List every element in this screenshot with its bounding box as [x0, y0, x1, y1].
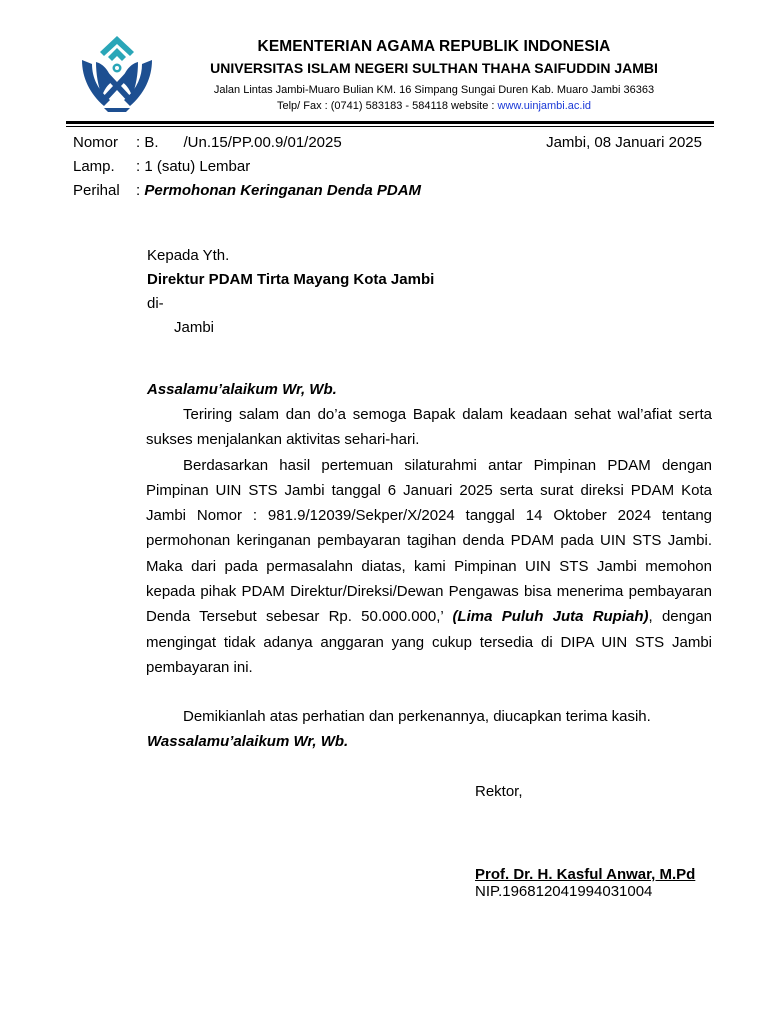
paragraph-1: Teriring salam dan do’a semoga Bapak dalam keadaan sehat wal’afiat serta sukses menjalankan aktivitas sehari-hari.: [146, 406, 712, 449]
nomor-value: : B. /Un.15/PP.00.9/01/2025: [136, 134, 342, 151]
lamp-value: : 1 (satu) Lembar: [136, 158, 251, 175]
contact-text: Telp/ Fax : (0741) 583183 - 584118 website :: [276, 100, 498, 112]
university-name: UNIVERSITAS ISLAM NEGERI SULTHAN THAHA SAIFUDDIN JAMBI: [210, 60, 658, 76]
signatory-nip: NIP.196812041994031004: [475, 883, 653, 900]
paragraph-2-text-b: , dengan mengingat tidak adanya anggaran yang cukup tersedia di DIPA UIN STS Jambi pembayaran ini.: [146, 608, 713, 676]
university-logo: [74, 34, 160, 114]
header-rule-thin: [66, 126, 714, 127]
perihal-colon: :: [136, 182, 145, 199]
nomor-label: Nomor: [73, 134, 119, 151]
header-rule-thick: [66, 121, 714, 124]
university-contact: [170, 100, 698, 112]
letter-body: [146, 402, 712, 680]
website-link[interactable]: www.uinjambi.ac.id: [497, 100, 592, 112]
paragraph-3: Demikianlah atas perhatian dan perkenannya, diucapkan terima kasih.: [183, 708, 651, 725]
recipient-greeting: Kepada Yth.: [147, 247, 230, 264]
university-address: Jalan Lintas Jambi-Muaro Bulian KM. 16 Simpang Sungai Duren Kab. Muaro Jambi 36363: [213, 84, 655, 96]
recipient-name: Direktur PDAM Tirta Mayang Kota Jambi: [147, 271, 435, 288]
perihal-label: Perihal: [73, 182, 120, 199]
closing-salutation: Wassalamu’alaikum Wr, Wb.: [147, 733, 349, 750]
opening-salutation: Assalamu’alaikum Wr, Wb.: [147, 381, 337, 398]
signatory-name: Prof. Dr. H. Kasful Anwar, M.Pd: [475, 866, 696, 883]
perihal-content: [136, 182, 421, 199]
paragraph-2: [146, 453, 712, 681]
letter-date: Jambi, 08 Januari 2025: [546, 134, 702, 151]
paragraph-2-text-a: Berdasarkan hasil pertemuan silaturahmi antar Pimpinan PDAM dengan Pimpinan UIN STS Jambi tanggal 6 Januari 2025 serta surat direksi PDAM Kota Jambi Nomor : 981.9/12039/Sekper/X/2024 tanggal 14 Oktober 2024 tentang permohonan keringanan pembayaran tagihan denda PDAM pada UIN STS Jambi. Maka dari pada permasalahn diatas, kami Pimpinan UIN STS Jambi memohon kepada pihak PDAM Direktur/Direksi/Dewan Pengawas bisa menerima pembayaran Denda Tersebut sebesar Rp. 50.000.000,’: [146, 456, 712, 626]
ministry-name: KEMENTERIAN AGAMA REPUBLIK INDONESIA: [257, 38, 611, 55]
recipient-di: di-: [147, 295, 164, 312]
perihal-value: Permohonan Keringanan Denda PDAM: [144, 182, 422, 199]
signature-title: Rektor,: [475, 783, 523, 800]
lamp-label: Lamp.: [73, 158, 115, 175]
recipient-city: Jambi: [174, 319, 215, 336]
amount-in-words: (Lima Puluh Juta Rupiah): [452, 608, 649, 626]
